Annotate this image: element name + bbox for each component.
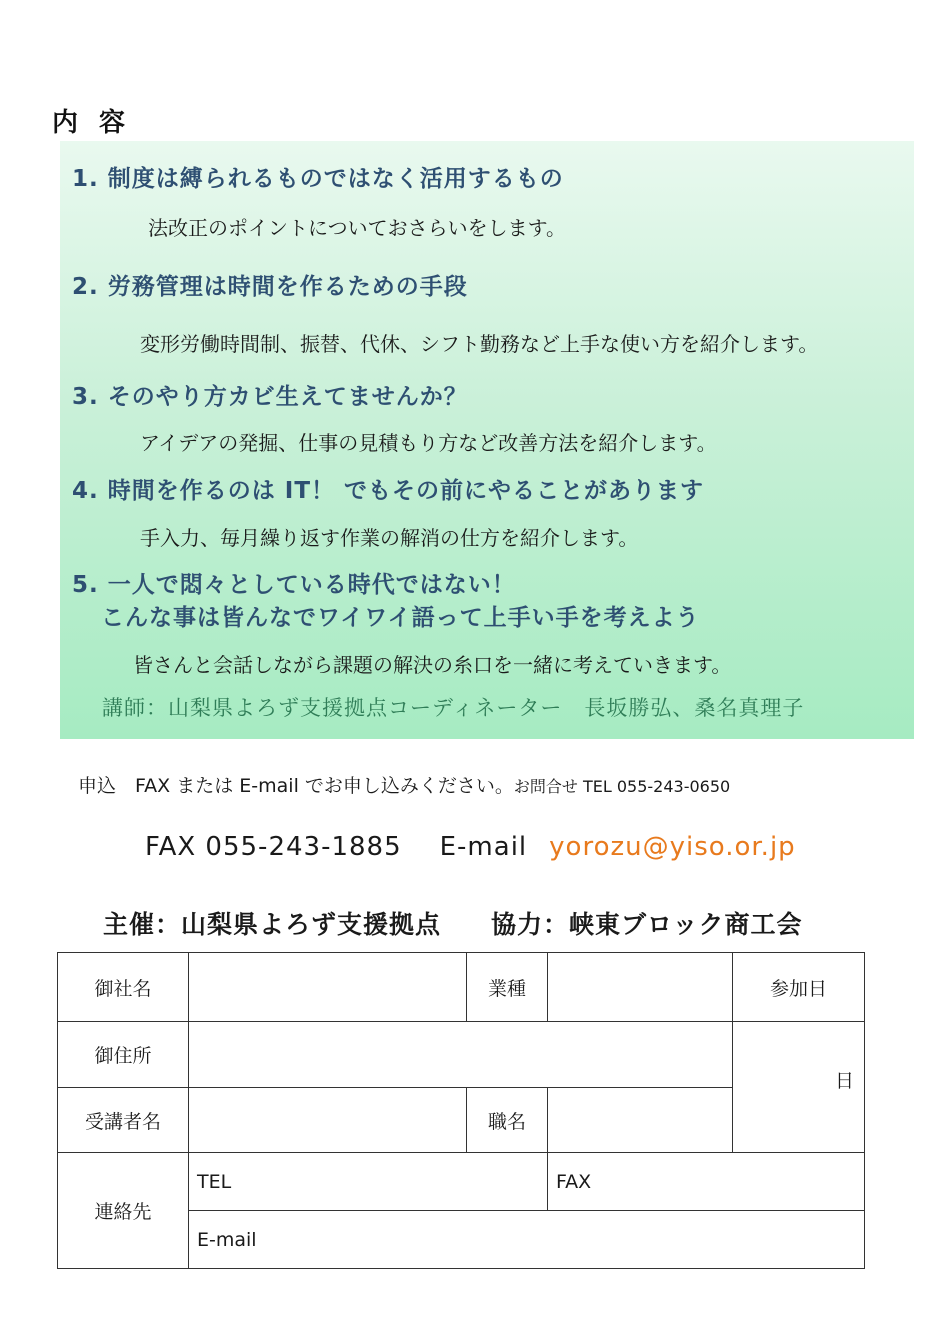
industry-label: 業種	[467, 953, 548, 1022]
email-field-label: E-mail	[197, 1228, 257, 1251]
item-2-desc: 変形労働時間制、振替、代休、シフト勤務など上手な使い方を紹介します。	[140, 332, 819, 356]
contact-phone: お問合せ TEL 055-243-0650	[513, 777, 731, 796]
address-label: 御住所	[58, 1022, 189, 1088]
date-field[interactable]	[733, 1022, 865, 1153]
fax-email-line	[145, 832, 796, 862]
item-5-title-line2: こんな事は皆んなでワイワイ語って上手い手を考えよう	[101, 605, 700, 631]
item-4-desc: 手入力、毎月繰り返す作業の解消の仕方を紹介します。	[140, 526, 639, 550]
fax-field[interactable]	[548, 1153, 865, 1211]
application-form	[57, 952, 865, 1269]
company-label: 御社名	[58, 953, 189, 1022]
lecturer-info: 講師：山梨県よろず支援拠点コーディネーター 長坂勝弘、桑名真理子	[102, 696, 805, 720]
contact-label: 連絡先	[58, 1153, 189, 1269]
industry-field[interactable]	[548, 953, 733, 1022]
email-field[interactable]	[189, 1211, 865, 1269]
tel-field[interactable]	[189, 1153, 548, 1211]
attendee-label: 受講者名	[58, 1088, 189, 1153]
organizer-line	[103, 905, 803, 941]
email-address[interactable]: yorozu@yiso.or.jp	[549, 832, 796, 862]
item-1-desc: 法改正のポイントについておさらいをします。	[148, 216, 566, 240]
attendee-field[interactable]	[189, 1088, 467, 1153]
fax-label: FAX	[556, 1170, 592, 1193]
date-label: 参加日	[733, 953, 865, 1022]
section-heading: 内 容	[52, 108, 132, 138]
item-3-desc: アイデアの発掘、仕事の見積もり方など改善方法を紹介します。	[140, 431, 717, 455]
company-field[interactable]	[189, 953, 467, 1022]
host-organization: 主催：山梨県よろず支援拠点	[103, 910, 442, 939]
application-text: 申込 FAX または E-mail でお申し込みください。	[78, 775, 514, 797]
item-5-title: 5. 一人で悶々としている時代ではない！	[72, 572, 516, 598]
address-field[interactable]	[189, 1022, 733, 1088]
position-field[interactable]	[548, 1088, 733, 1153]
item-2-title: 2. 労務管理は時間を作るための手段	[72, 274, 468, 300]
item-4-title: 4. 時間を作るのは IT！ でもその前にやることがあります	[72, 478, 705, 504]
application-info	[78, 771, 730, 798]
item-5-desc: 皆さんと会話しながら課題の解決の糸口を一緒に考えていきます。	[133, 653, 732, 677]
tel-label: TEL	[197, 1170, 232, 1193]
day-unit: 日	[834, 1069, 854, 1092]
cooperating-organization: 協力：峡東ブロック商工会	[491, 910, 803, 939]
item-3-title: 3. そのやり方カビ生えてませんか？	[72, 384, 468, 410]
position-label: 職名	[467, 1088, 548, 1153]
fax-number: FAX 055-243-1885	[145, 832, 402, 862]
item-1-title: 1. 制度は縛られるものではなく活用するもの	[72, 166, 564, 192]
email-label: E-mail	[439, 832, 528, 862]
